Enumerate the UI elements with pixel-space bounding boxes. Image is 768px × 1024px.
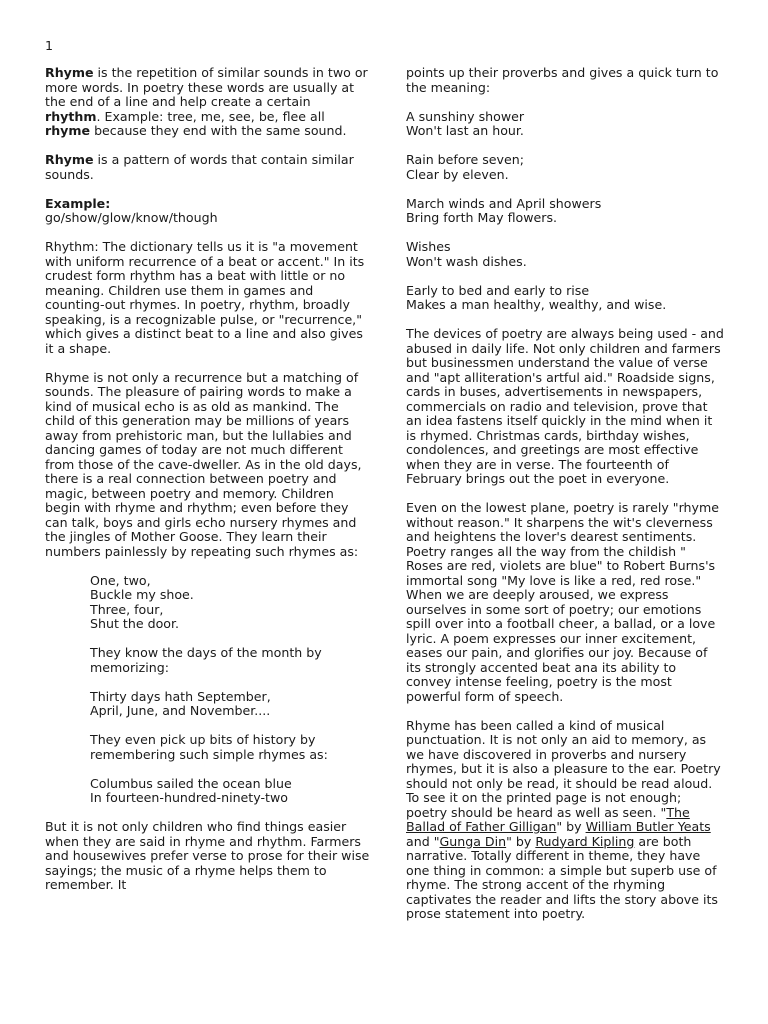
- text: are both narrative. Totally different in theme, they have one thing in common: a simple but superb use of rhyme. The strong accent of the rhyming captivates the reader and lifts the story above its prose statement into poetry.: [406, 833, 718, 921]
- verse-line: Won't last an hour.: [406, 123, 524, 138]
- text: . Example: tree, me, see, be, flee all: [96, 108, 325, 124]
- verse-line: Won't wash dishes.: [406, 253, 527, 269]
- verse-line: Clear by eleven.: [406, 166, 509, 182]
- sayings-paragraph: But it is not only children who find things easier when they are said in rhyme and rhythm. Farmers and housewives prefer verse to prose for their wise sayings; the music of a rhyme helps them to remember. It: [45, 819, 370, 892]
- proverb: [406, 153, 724, 182]
- rhythm-paragraph: Rhythm: The dictionary tells us it is "a movement with uniform recurrence of a beat or accent." In its crudest form rhythm has a beat with little or no meaning. Children use them in games and counting-out rhymes. In poetry, rhythm, broadly speaking, is a recognizable pulse, or "recurrence," which gives a distinct beat to a line and also gives it a shape.: [45, 239, 365, 356]
- gunga-din-link[interactable]: Gunga Din: [439, 833, 507, 849]
- verse-line: Early to bed and early to rise: [406, 282, 590, 298]
- verse-line: In fourteen-hundred-ninety-two: [90, 790, 288, 805]
- history-intro: They even pick up bits of history by remembering such simple rhymes as:: [90, 732, 328, 762]
- counting-rhyme: [90, 574, 370, 632]
- rhyme-recurrence-paragraph: Rhyme is not only a recurrence but a matching of sounds. The pleasure of pairing words to make a kind of musical echo is as old as mankind. The child of this generation may be millions of years away from prehistoric man, but the lullabies and dancing games of today are not much different from those of the cave-dweller. As in the old days, there is a real connection between poetry and magic, between poetry and memory. Children begin with rhyme and rhythm; even before they can talk, boys and girls echo nursery rhymes and the jingles of Mother Goose. They learn their numbers painlessly by repeating such rhymes as:: [45, 369, 362, 559]
- proverb: [406, 240, 724, 269]
- months-rhyme: [90, 690, 370, 719]
- musical-punctuation-paragraph: [406, 719, 724, 922]
- verse-line: April, June, and November....: [90, 703, 271, 718]
- text: is the repetition of similar sounds in two or more words. In poetry these words are usually at the end of a line and help create a certain: [45, 65, 368, 109]
- verse-line: March winds and April showers: [406, 195, 602, 211]
- text: and ": [406, 833, 440, 849]
- verse-line: Rain before seven;: [406, 152, 524, 167]
- verse-line: Bring forth May flowers.: [406, 210, 558, 225]
- text: Rhyme has been called a kind of musical punctuation. It is not only an aid to memory, as we have discovered in proverbs and nursery rhymes, but it is also a pleasure to the ear. Poetry should not only be read, it should be read aloud. To see it on the printed page is not enough; poetry should be heard as well as seen. ": [406, 717, 721, 820]
- verse-line: Makes a man healthy, wealthy, and wise.: [406, 297, 667, 312]
- text: because they end with the same sound.: [90, 123, 347, 138]
- verse-line: A sunshiny shower: [406, 108, 525, 124]
- left-column: [45, 66, 370, 907]
- verse-line: One, two,: [90, 572, 151, 588]
- page-number: 1: [45, 38, 54, 53]
- verse-line: Wishes: [406, 239, 451, 254]
- verse-line: Thirty days hath September,: [90, 688, 271, 704]
- term-rhyme: rhyme: [45, 123, 91, 138]
- example-block: [45, 197, 370, 226]
- text: is a pattern of words that contain similar sounds.: [45, 152, 354, 182]
- term-rhythm: rhythm: [45, 108, 97, 124]
- term-rhyme: Rhyme: [45, 65, 94, 80]
- proverb: [406, 197, 724, 226]
- history-rhyme: [90, 777, 370, 806]
- months-intro: They know the days of the month by memorizing:: [90, 645, 322, 675]
- text: " by: [506, 833, 536, 849]
- lowest-plane-paragraph: Even on the lowest plane, poetry is rarely "rhyme without reason." It sharpens the wit's cleverness and heightens the lover's dearest sentiments. Poetry ranges all the way from the childish " Roses are red, violets are blue" to Robert Burns's immortal song "My love is like a red, red rose." When we are deeply aroused, we express ourselves in some sort of poetry; our emotions spill over into a football cheer, a ballad, or a love lyric. A poem expresses our inner excitement, eases our pain, and glorifies our joy. Because of its strongly accented beat ana its ability to convey intense feeling, poetry is the most powerful form of speech.: [406, 500, 719, 704]
- text: " by: [556, 819, 586, 834]
- verse-line: Buckle my shoe.: [90, 587, 194, 602]
- proverb: [406, 110, 724, 139]
- proverbs-intro: points up their proverbs and gives a quick turn to the meaning:: [406, 65, 719, 95]
- verse-line: Columbus sailed the ocean blue: [90, 775, 292, 791]
- verse-line: Three, four,: [90, 601, 164, 617]
- rhyme-definition-paragraph: [45, 66, 370, 139]
- right-column: [406, 66, 724, 936]
- william-butler-yeats-link[interactable]: William Butler Yeats: [585, 819, 711, 834]
- ballad-of-father-gilligan-link[interactable]: The Ballad of Father Gilligan: [406, 804, 690, 834]
- example-label: Example:: [45, 195, 111, 211]
- rhyme-pattern-paragraph: [45, 153, 370, 182]
- example-words: go/show/glow/know/though: [45, 210, 218, 225]
- term-rhyme: Rhyme: [45, 152, 94, 167]
- proverb: [406, 284, 724, 313]
- rudyard-kipling-link[interactable]: Rudyard Kipling: [535, 833, 635, 849]
- verse-line: Shut the door.: [90, 616, 179, 631]
- devices-paragraph: The devices of poetry are always being used - and abused in daily life. Not only children and farmers but businessmen understand the value of verse and "apt alliteration's artful aid." Roadside signs, cards in buses, advertisements in newspapers, commercials on radio and television, prove that an idea fastens itself quickly in the mind when it is rhymed. Christmas cards, birthday wishes, condolences, and greetings are most effective when they are in verse. The fourteenth of February brings out the poet in everyone.: [406, 326, 724, 486]
